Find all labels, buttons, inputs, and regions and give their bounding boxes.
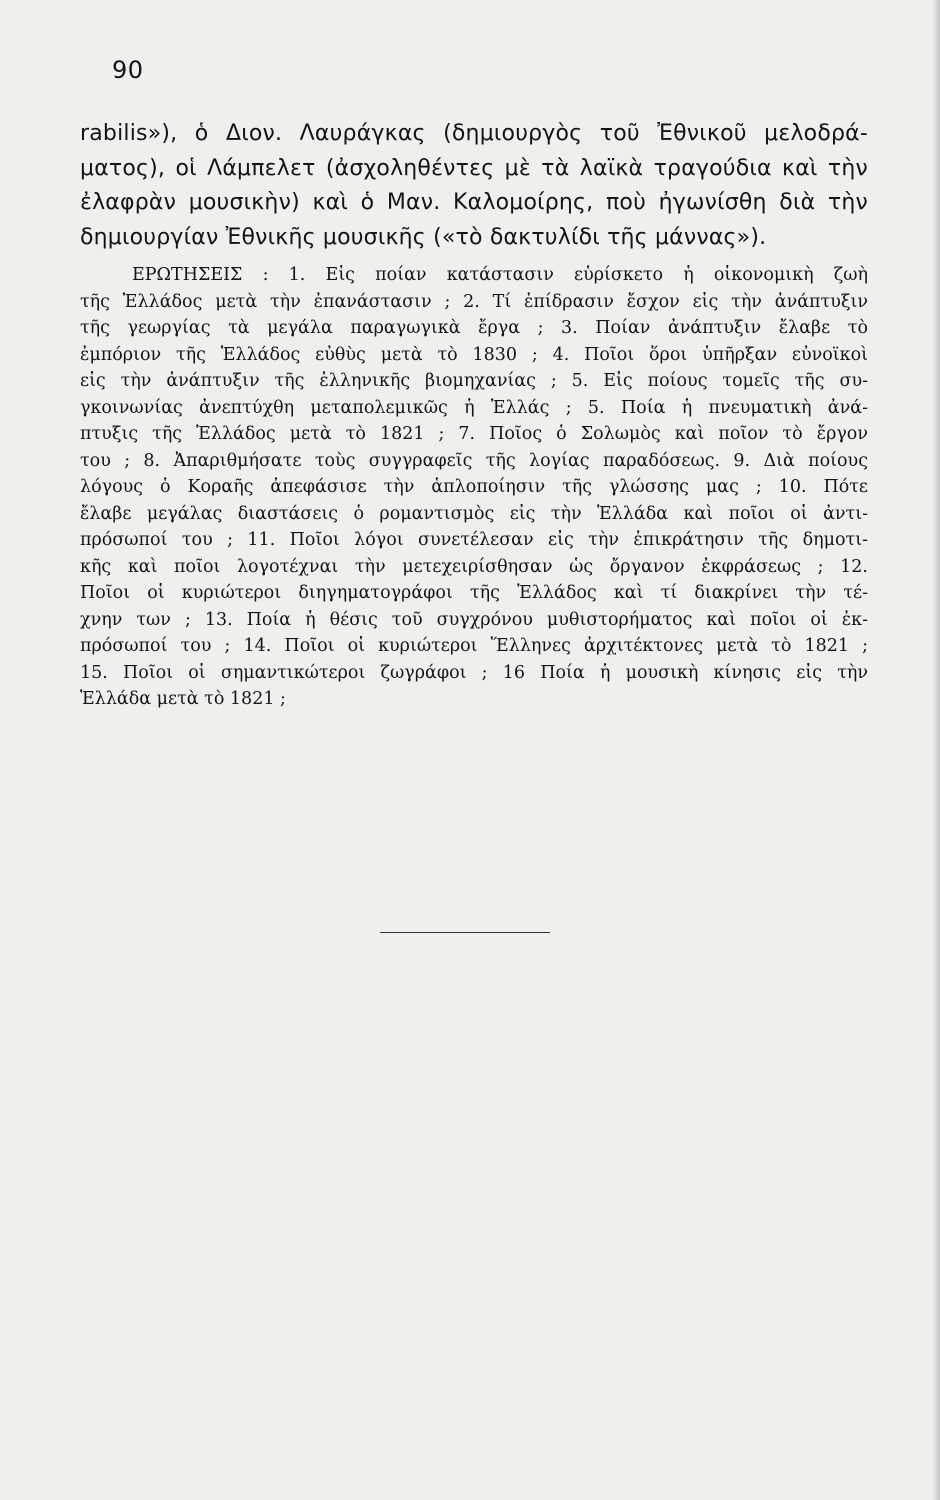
body-line: ἐλαφρὰν μουσικὴν) καὶ ὁ Μαν. Καλομοίρης, ποὺ ἠγωνίσθη διὰ τὴν [80, 190, 868, 215]
questions-line: γκοινωνίας ἀνεπτύχθη μεταπολεμικῶς ἡ Ἑλλάς ; 5. Ποία ἡ πνευματικὴ ἀνά- [80, 397, 868, 418]
questions-block [80, 262, 868, 713]
body-line: δημιουργίαν Ἐθνικῆς μουσικῆς («τὸ δακτυλίδι τῆς μάννας»). [80, 224, 767, 250]
page-number: 90 [112, 56, 144, 84]
questions-line: χνην των ; 13. Ποία ἡ θέσις τοῦ συγχρόνου μυθιστορήματος καὶ ποῖοι οἱ ἐκ- [80, 609, 868, 630]
questions-line: τῆς Ἑλλάδος μετὰ τὴν ἐπανάστασιν ; 2. Τί ἐπίδρασιν ἔσχον εἰς τὴν ἀνάπτυξιν [80, 291, 868, 312]
body-line: ματος), οἱ Λάμπελετ (ἀσχοληθέντες μὲ τὰ λαϊκὰ τραγούδια καὶ τὴν [80, 155, 868, 181]
questions-line: κῆς καὶ ποῖοι λογοτέχναι τὴν μετεχειρίσθησαν ὡς ὄργανον ἐκφράσεως ; 12. [80, 556, 868, 577]
questions-line: 15. Ποῖοι οἱ σημαντικώτεροι ζωγράφοι ; 16 Ποία ἡ μουσικὴ κίνησις εἰς τὴν [80, 662, 868, 683]
questions-line: πρόσωποί του ; 14. Ποῖοι οἱ κυριώτεροι Ἕλληνες ἀρχιτέκτονες μετὰ τὸ 1821 ; [80, 636, 868, 656]
questions-line: Ἑλλάδα μετὰ τὸ 1821 ; [80, 689, 286, 709]
questions-line: λόγους ὁ Κοραῆς ἀπεφάσισε τὴν ἁπλοποίησιν τῆς γλώσσης μας ; 10. Πότε [80, 477, 868, 497]
questions-line: πρόσωποί του ; 11. Ποῖοι λόγοι συνετέλεσαν εἰς τὴν ἐπικράτησιν τῆς δημοτι- [80, 530, 868, 550]
questions-line: ΕΡΩΤΗΣΕΙΣ : 1. Εἰς ποίαν κατάστασιν εὑρίσκετο ἡ οἰκονομικὴ ζωὴ [132, 265, 868, 285]
questions-line: τῆς γεωργίας τὰ μεγάλα παραγωγικὰ ἔργα ; 3. Ποίαν ἀνάπτυξιν ἔλαβε τὸ [80, 318, 868, 338]
scan-edge-shadow [932, 0, 940, 1500]
body-line: rabilis»), ὁ Διον. Λαυράγκας (δημιουργὸς τοῦ Ἐθνικοῦ μελοδρά- [80, 121, 868, 146]
body-paragraph [80, 117, 868, 255]
section-divider [380, 932, 550, 933]
questions-line: του ; 8. Ἀπαριθμήσατε τοὺς συγγραφεῖς τῆς λογίας παραδόσεως. 9. Διὰ ποίους [80, 450, 868, 471]
questions-line: εἰς τὴν ἀνάπτυξιν τῆς ἑλληνικῆς βιομηχανίας ; 5. Εἰς ποίους τομεῖς τῆς συ- [80, 371, 868, 391]
questions-line: πτυξις τῆς Ἑλλάδος μετὰ τὸ 1821 ; 7. Ποῖος ὁ Σολωμὸς καὶ ποῖον τὸ ἔργον [80, 424, 868, 444]
questions-line: ἔλαβε μεγάλας διαστάσεις ὁ ρομαντισμὸς εἰς τὴν Ἑλλάδα καὶ ποῖοι οἱ ἀντι- [80, 503, 868, 524]
questions-line: ἐμπόριον τῆς Ἑλλάδος εὐθὺς μετὰ τὸ 1830 ; 4. Ποῖοι ὅροι ὑπῆρξαν εὐνοϊκοὶ [80, 344, 868, 365]
questions-line: Ποῖοι οἱ κυριώτεροι διηγηματογράφοι τῆς Ἑλλάδος καὶ τί διακρίνει τὴν τέ- [80, 583, 868, 603]
